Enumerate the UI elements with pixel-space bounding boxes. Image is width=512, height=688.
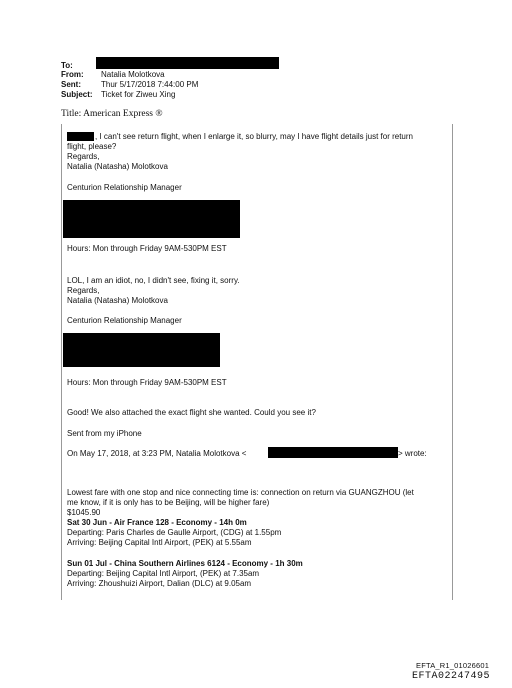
quote-header-suffix: > wrote:	[398, 449, 427, 458]
regards-1: Regards,	[67, 152, 100, 161]
sent-from: Sent from my iPhone	[67, 429, 142, 438]
msg2-line1: LOL, I am an idiot, no, I didn't see, fixing it, sorry.	[67, 276, 240, 285]
from-label: From:	[61, 70, 84, 79]
redacted-email	[268, 447, 398, 458]
flight1-arrive: Arriving: Beijing Capital Intl Airport, (PEK) at 5.55am	[67, 538, 252, 547]
signature-role-1: Centurion Relationship Manager	[67, 183, 182, 192]
flight2-arrive: Arriving: Zhoushuizi Airport, Dalian (DLC) at 9.05am	[67, 579, 252, 588]
redacted-to	[96, 57, 279, 69]
to-label: To:	[61, 61, 73, 70]
msg1-line2: flight, please?	[67, 142, 117, 151]
bates-number-1: EFTA_R1_01026601	[416, 661, 490, 670]
flight1-title: Sat 30 Jun - Air France 128 - Economy - 14h 0m	[67, 518, 247, 527]
fare-price: $1045.90	[67, 508, 101, 517]
from-value: Natalia Molotkova	[101, 70, 165, 79]
flight1-depart: Departing: Paris Charles de Gaulle Airport, (CDG) at 1.55pm	[67, 528, 282, 537]
fare-line2: me know, if it is only has to be Beijing, will be higher fare)	[67, 498, 270, 507]
msg3-line1: Good! We also attached the exact flight she wanted. Could you see it?	[67, 408, 316, 417]
fare-line1: Lowest fare with one stop and nice connecting time is: connection on return via GUANGZHOU (let	[67, 488, 414, 497]
redacted-contact-1	[63, 200, 240, 238]
hours-2: Hours: Mon through Friday 9AM-530PM EST	[67, 378, 227, 387]
flight2-title: Sun 01 Jul - China Southern Airlines 6124 - Economy - 1h 30m	[67, 559, 303, 568]
sent-value: Thur 5/17/2018 7:44:00 PM	[101, 80, 199, 89]
redacted-salutation	[67, 132, 94, 141]
document-title: Title: American Express ®	[61, 109, 163, 119]
sent-label: Sent:	[61, 80, 81, 89]
quote-border-right	[452, 124, 453, 600]
regards-2: Regards,	[67, 286, 100, 295]
hours-1: Hours: Mon through Friday 9AM-530PM EST	[67, 244, 227, 253]
signature-role-2: Centurion Relationship Manager	[67, 316, 182, 325]
subject-label: Subject:	[61, 90, 93, 99]
bates-number-2: EFTA02247495	[412, 671, 491, 682]
signature-name-2: Natalia (Natasha) Molotkova	[67, 296, 168, 305]
redacted-contact-2	[63, 333, 220, 367]
quote-header-prefix: On May 17, 2018, at 3:23 PM, Natalia Molotkova <	[67, 449, 247, 458]
subject-value: Ticket for Ziweu Xing	[101, 90, 176, 99]
msg1-line1: , I can't see return flight, when I enlarge it, so blurry, may I have flight details just for return	[95, 132, 413, 141]
signature-name-1: Natalia (Natasha) Molotkova	[67, 162, 168, 171]
flight2-depart: Departing: Beijing Capital Intl Airport, (PEK) at 7.35am	[67, 569, 260, 578]
quote-border-left	[61, 124, 62, 600]
